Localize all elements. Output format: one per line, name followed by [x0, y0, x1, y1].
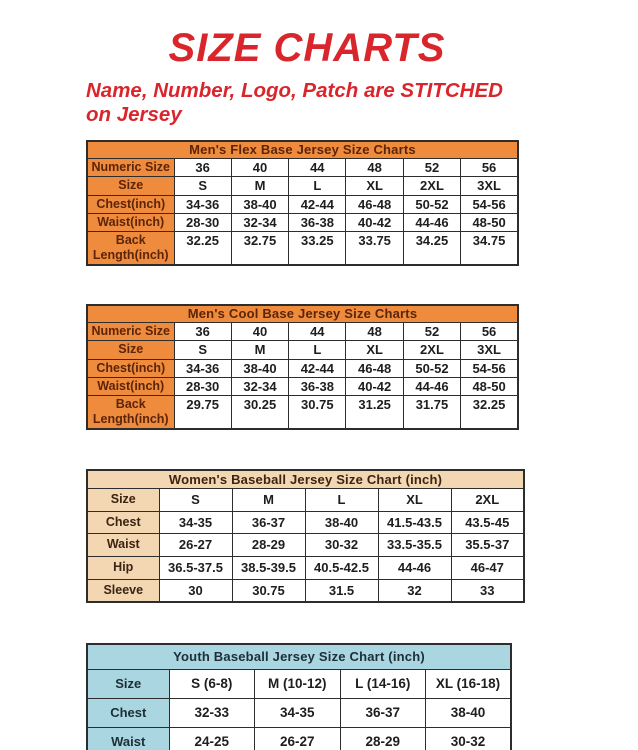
size-value-cell: 42-44	[289, 359, 346, 377]
row-label-cell: Chest(inch)	[87, 195, 174, 213]
size-value-cell: 46-48	[346, 195, 403, 213]
size-value-cell: 40	[231, 159, 288, 177]
size-value-cell: 3XL	[461, 341, 518, 359]
size-value-cell: 2XL	[451, 489, 524, 512]
size-value-cell: 36-38	[289, 214, 346, 232]
table-title: Youth Baseball Jersey Size Chart (inch)	[87, 644, 511, 669]
table-row	[87, 377, 518, 395]
table-row	[87, 511, 524, 534]
size-value-cell: 44	[289, 159, 346, 177]
size-value-cell: 54-56	[461, 359, 518, 377]
size-value-cell: 36-37	[340, 698, 426, 727]
size-value-cell: 34.75	[461, 232, 518, 265]
size-value-cell: L	[289, 341, 346, 359]
size-value-cell: 34-36	[174, 195, 231, 213]
row-label-cell: Chest	[87, 511, 159, 534]
size-value-cell: L	[305, 489, 378, 512]
size-value-cell: S	[174, 177, 231, 195]
size-value-cell: 28-30	[174, 377, 231, 395]
size-value-cell: 28-30	[174, 214, 231, 232]
size-value-cell: 34-35	[159, 511, 232, 534]
table-row	[87, 214, 518, 232]
size-value-cell: 32.25	[174, 232, 231, 265]
size-value-cell: 43.5-45	[451, 511, 524, 534]
table-title-row	[87, 141, 518, 159]
size-value-cell: 38-40	[231, 195, 288, 213]
table-row	[87, 489, 524, 512]
size-value-cell: 56	[461, 322, 518, 340]
table-row	[87, 359, 518, 377]
size-value-cell: XL (16-18)	[426, 669, 512, 698]
size-value-cell: 31.25	[346, 396, 403, 429]
row-label-cell: Numeric Size	[87, 322, 174, 340]
table-title-row	[87, 470, 524, 489]
size-value-cell: 50-52	[403, 195, 460, 213]
size-value-cell: 33.5-35.5	[378, 534, 451, 557]
size-value-cell: 38-40	[305, 511, 378, 534]
size-value-cell: XL	[346, 341, 403, 359]
table-row	[87, 557, 524, 580]
table-row	[87, 396, 518, 429]
size-value-cell: 2XL	[403, 341, 460, 359]
size-value-cell: 41.5-43.5	[378, 511, 451, 534]
size-value-cell: 30.25	[231, 396, 288, 429]
size-value-cell: 36-38	[289, 377, 346, 395]
size-value-cell: 48-50	[461, 214, 518, 232]
size-value-cell: 3XL	[461, 177, 518, 195]
size-value-cell: 46-47	[451, 557, 524, 580]
size-value-cell: 28-29	[232, 534, 305, 557]
size-value-cell: S	[174, 341, 231, 359]
spacer	[86, 266, 528, 290]
table-row	[87, 728, 511, 750]
row-label-cell: Back Length(inch)	[87, 232, 174, 265]
size-value-cell: 38.5-39.5	[232, 557, 305, 580]
womens-baseball-size-table	[86, 469, 528, 603]
size-value-cell: 48	[346, 322, 403, 340]
content-column	[86, 0, 528, 750]
size-value-cell: L (14-16)	[340, 669, 426, 698]
size-value-cell: 54-56	[461, 195, 518, 213]
size-value-cell: 32.25	[461, 396, 518, 429]
table-row	[87, 579, 524, 602]
row-label-cell: Waist(inch)	[87, 377, 174, 395]
size-value-cell: 40-42	[346, 214, 403, 232]
row-label-cell: Back Length(inch)	[87, 396, 174, 429]
size-value-cell: 30.75	[289, 396, 346, 429]
size-value-cell: 36.5-37.5	[159, 557, 232, 580]
size-value-cell: 26-27	[159, 534, 232, 557]
table-row	[87, 322, 518, 340]
size-value-cell: 30-32	[426, 728, 512, 750]
size-value-cell: S	[159, 489, 232, 512]
size-value-cell: 34.25	[403, 232, 460, 265]
table-title: Men's Cool Base Jersey Size Charts	[87, 305, 518, 323]
youth-baseball-size-table	[86, 643, 528, 750]
size-value-cell: 38-40	[426, 698, 512, 727]
table-row	[87, 159, 518, 177]
page-subtitle	[86, 79, 528, 126]
row-label-cell: Sleeve	[87, 579, 159, 602]
size-value-cell: 52	[403, 322, 460, 340]
table-row	[87, 177, 518, 195]
mens-flex-base-size-table	[86, 140, 528, 266]
row-label-cell: Waist(inch)	[87, 214, 174, 232]
size-value-cell: 36	[174, 159, 231, 177]
size-value-cell: M (10-12)	[255, 669, 341, 698]
size-value-cell: 56	[461, 159, 518, 177]
size-value-cell: 35.5-37	[451, 534, 524, 557]
row-label-cell: Numeric Size	[87, 159, 174, 177]
spacer	[86, 603, 528, 629]
subtitle-line-1: Name, Number, Logo, Patch are STITCHED	[86, 79, 503, 102]
size-value-cell: 29.75	[174, 396, 231, 429]
size-value-cell: XL	[378, 489, 451, 512]
size-value-cell: 33.75	[346, 232, 403, 265]
size-value-cell: 28-29	[340, 728, 426, 750]
table-row	[87, 232, 518, 265]
table-title-row	[87, 644, 511, 669]
row-label-cell: Size	[87, 177, 174, 195]
row-label-cell: Waist	[87, 534, 159, 557]
size-value-cell: 31.75	[403, 396, 460, 429]
subtitle-line-2: on Jersey	[86, 102, 182, 126]
size-value-cell: M	[231, 341, 288, 359]
size-value-cell: 36	[174, 322, 231, 340]
size-table	[86, 140, 519, 266]
table-row	[87, 195, 518, 213]
size-value-cell: 42-44	[289, 195, 346, 213]
row-label-cell: Size	[87, 489, 159, 512]
table-row	[87, 698, 511, 727]
size-value-cell: XL	[346, 177, 403, 195]
row-label-cell: Hip	[87, 557, 159, 580]
size-value-cell: 32-33	[169, 698, 255, 727]
table-row	[87, 669, 511, 698]
size-table	[86, 469, 525, 603]
size-value-cell: 40-42	[346, 377, 403, 395]
row-label-cell: Chest	[87, 698, 169, 727]
size-value-cell: 50-52	[403, 359, 460, 377]
row-label-cell: Size	[87, 669, 169, 698]
size-value-cell: 32-34	[231, 214, 288, 232]
table-row	[87, 341, 518, 359]
size-value-cell: 30-32	[305, 534, 378, 557]
size-value-cell: 30	[159, 579, 232, 602]
size-value-cell: 44	[289, 322, 346, 340]
size-value-cell: 32-34	[231, 377, 288, 395]
size-value-cell: 52	[403, 159, 460, 177]
size-value-cell: 24-25	[169, 728, 255, 750]
page-title: SIZE CHARTS	[168, 26, 446, 70]
size-value-cell: 2XL	[403, 177, 460, 195]
row-label-cell: Size	[87, 341, 174, 359]
table-title-row	[87, 305, 518, 323]
table-title: Women's Baseball Jersey Size Chart (inch)	[87, 470, 524, 489]
size-value-cell: 26-27	[255, 728, 341, 750]
size-value-cell: 33	[451, 579, 524, 602]
size-value-cell: 36-37	[232, 511, 305, 534]
row-label-cell: Waist	[87, 728, 169, 750]
size-value-cell: 34-36	[174, 359, 231, 377]
size-value-cell: 38-40	[231, 359, 288, 377]
size-value-cell: M	[232, 489, 305, 512]
size-value-cell: M	[231, 177, 288, 195]
size-value-cell: L	[289, 177, 346, 195]
size-value-cell: 48	[346, 159, 403, 177]
size-value-cell: 48-50	[461, 377, 518, 395]
size-value-cell: 33.25	[289, 232, 346, 265]
size-table	[86, 304, 519, 430]
size-value-cell: S (6-8)	[169, 669, 255, 698]
size-value-cell: 44-46	[378, 557, 451, 580]
size-value-cell: 46-48	[346, 359, 403, 377]
size-value-cell: 44-46	[403, 214, 460, 232]
size-table	[86, 643, 512, 750]
row-label-cell: Chest(inch)	[87, 359, 174, 377]
size-value-cell: 40.5-42.5	[305, 557, 378, 580]
size-value-cell: 32	[378, 579, 451, 602]
table-row	[87, 534, 524, 557]
size-value-cell: 44-46	[403, 377, 460, 395]
mens-cool-base-size-table	[86, 304, 528, 430]
size-value-cell: 32.75	[231, 232, 288, 265]
size-value-cell: 31.5	[305, 579, 378, 602]
size-value-cell: 30.75	[232, 579, 305, 602]
spacer	[86, 430, 528, 455]
size-value-cell: 40	[231, 322, 288, 340]
table-title: Men's Flex Base Jersey Size Charts	[87, 141, 518, 159]
size-value-cell: 34-35	[255, 698, 341, 727]
